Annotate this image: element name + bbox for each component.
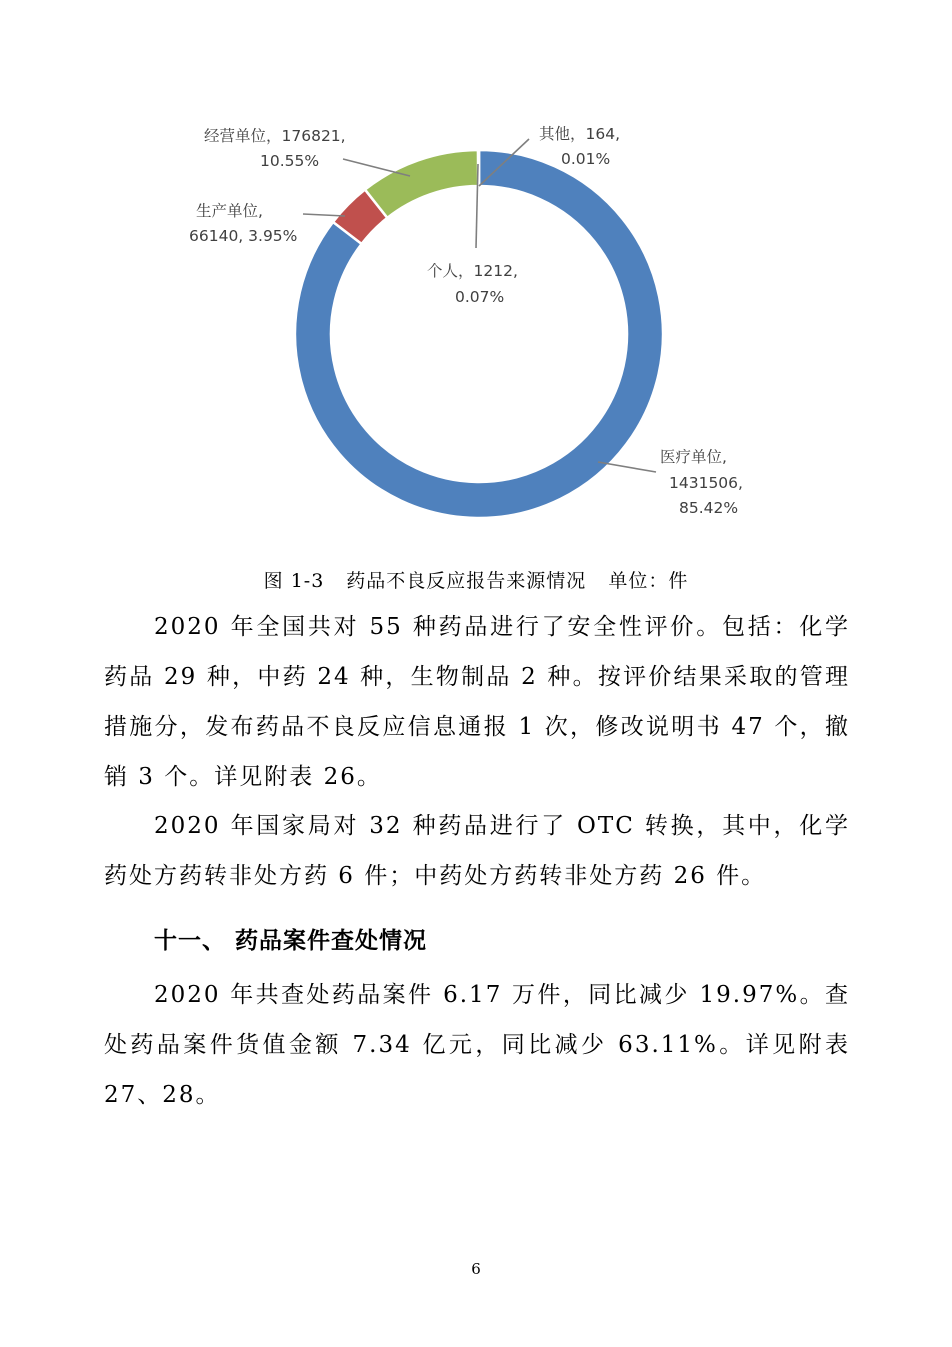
donut-chart: [0, 0, 952, 560]
paragraph-safety-evaluation: [104, 602, 850, 802]
figure-number: 图 1-3: [263, 570, 325, 592]
donut-slice-2: [365, 150, 478, 218]
paragraph-otc-conversion-text: 2020 年国家局对 32 种药品进行了 OTC 转换，其中，化学药处方药转非处方药 6 件；中药处方药转非处方药 26 件。: [104, 813, 850, 889]
label-business-percent: 10.55%: [260, 152, 320, 170]
label-medical-percent: 85.42%: [679, 499, 739, 517]
figure-title: 药品不良反应报告来源情况: [346, 570, 587, 592]
paragraph-cases: [104, 970, 850, 1120]
label-other-percent: 0.01%: [561, 150, 611, 168]
paragraph-safety-evaluation-text: 2020 年全国共对 55 种药品进行了安全性评价。包括：化学药品 29 种，中药 24 种，生物制品 2 种。按评价结果采取的管理措施分，发布药品不良反应信息通报 1 次，修改说明书 47 个，撤销 3 个。详见附表 26。: [104, 614, 850, 790]
figure-unit: 单位：件: [608, 570, 689, 592]
label-production-value: 66140, 3.95%: [189, 227, 298, 245]
figure-caption: [0, 566, 952, 593]
page-number: 6: [471, 1260, 481, 1278]
label-individual-percent: 0.07%: [455, 288, 505, 306]
paragraph-otc-conversion: [104, 801, 850, 901]
label-production-name: 生产单位,: [196, 202, 263, 220]
label-other-name: 其他，164,: [539, 125, 621, 143]
label-business-name: 经营单位，176821,: [204, 127, 346, 145]
label-individual-name: 个人，1212,: [427, 262, 518, 280]
label-medical-value: 1431506,: [669, 474, 743, 492]
paragraph-cases-text: 2020 年共查处药品案件 6.17 万件，同比减少 19.97%。查处药品案件货值金额 7.34 亿元，同比减少 63.11%。详见附表 27、28。: [104, 982, 850, 1108]
section-heading: 十一、 药品案件查处情况: [154, 928, 428, 954]
label-medical-name: 医疗单位,: [660, 448, 727, 466]
